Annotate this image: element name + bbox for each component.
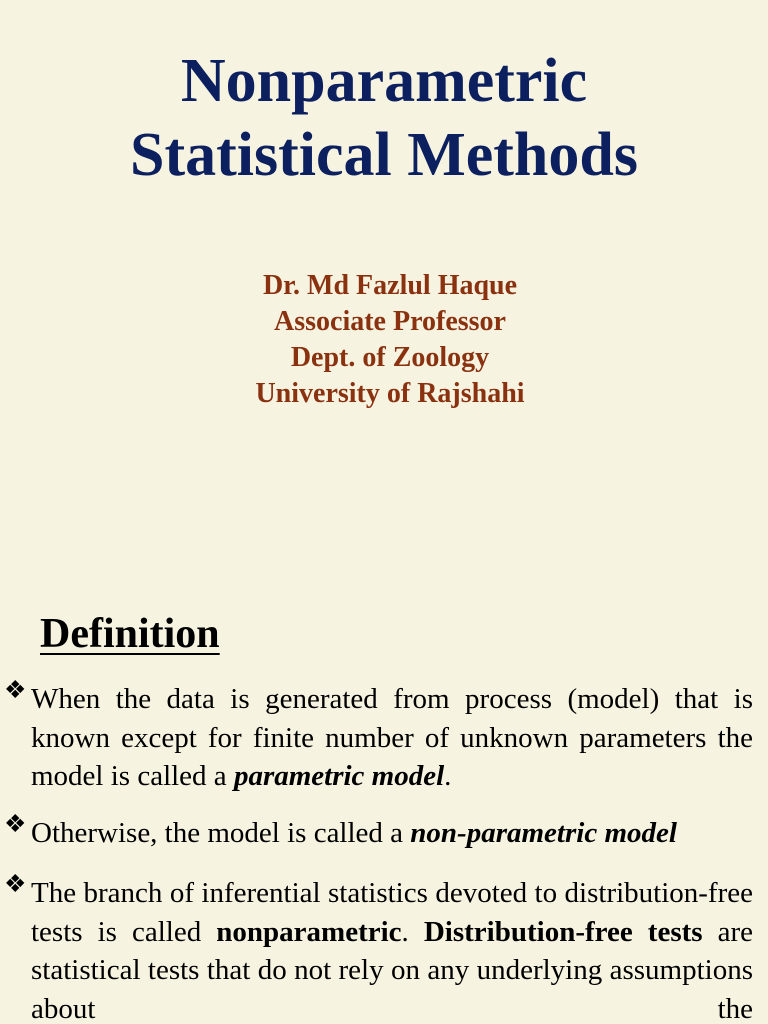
author-position: Associate Professor [274,306,506,337]
title-line-2: Statistical Methods [129,121,639,189]
bullet-text: The branch of inferential statistics devoted to distribution-free tests is called nonparametric. Distribution-free tests are statistical tests that do not rely on any underlying assumptions about the [31,877,753,1024]
term-distribution-free-tests: Distribution-free tests [423,915,703,948]
diamond-four-icon: ❖ [4,677,27,704]
term-non-parametric-model: non-parametric model [410,817,677,849]
title-line-1: Nonparametric [180,47,588,115]
term-nonparametric: nonparametric [216,915,402,948]
bullet-text: Otherwise, the model is called a non-parametric model [31,817,677,849]
slide-title [0,44,768,192]
diamond-four-icon: ❖ [4,811,27,838]
author-department: Dept. of Zoology [290,342,490,373]
definition-heading: Definition [40,611,220,657]
diamond-four-icon: ❖ [4,871,27,898]
author-block [0,268,768,412]
author-university: University of Rajshahi [255,378,525,409]
author-name: Dr. Md Fazlul Haque [262,270,518,301]
term-parametric-model: parametric model [233,760,445,792]
bullet-text: When the data is generated from process (model) that is known except for finite number of unknown parameters the model is called a parametric model. [31,683,753,792]
